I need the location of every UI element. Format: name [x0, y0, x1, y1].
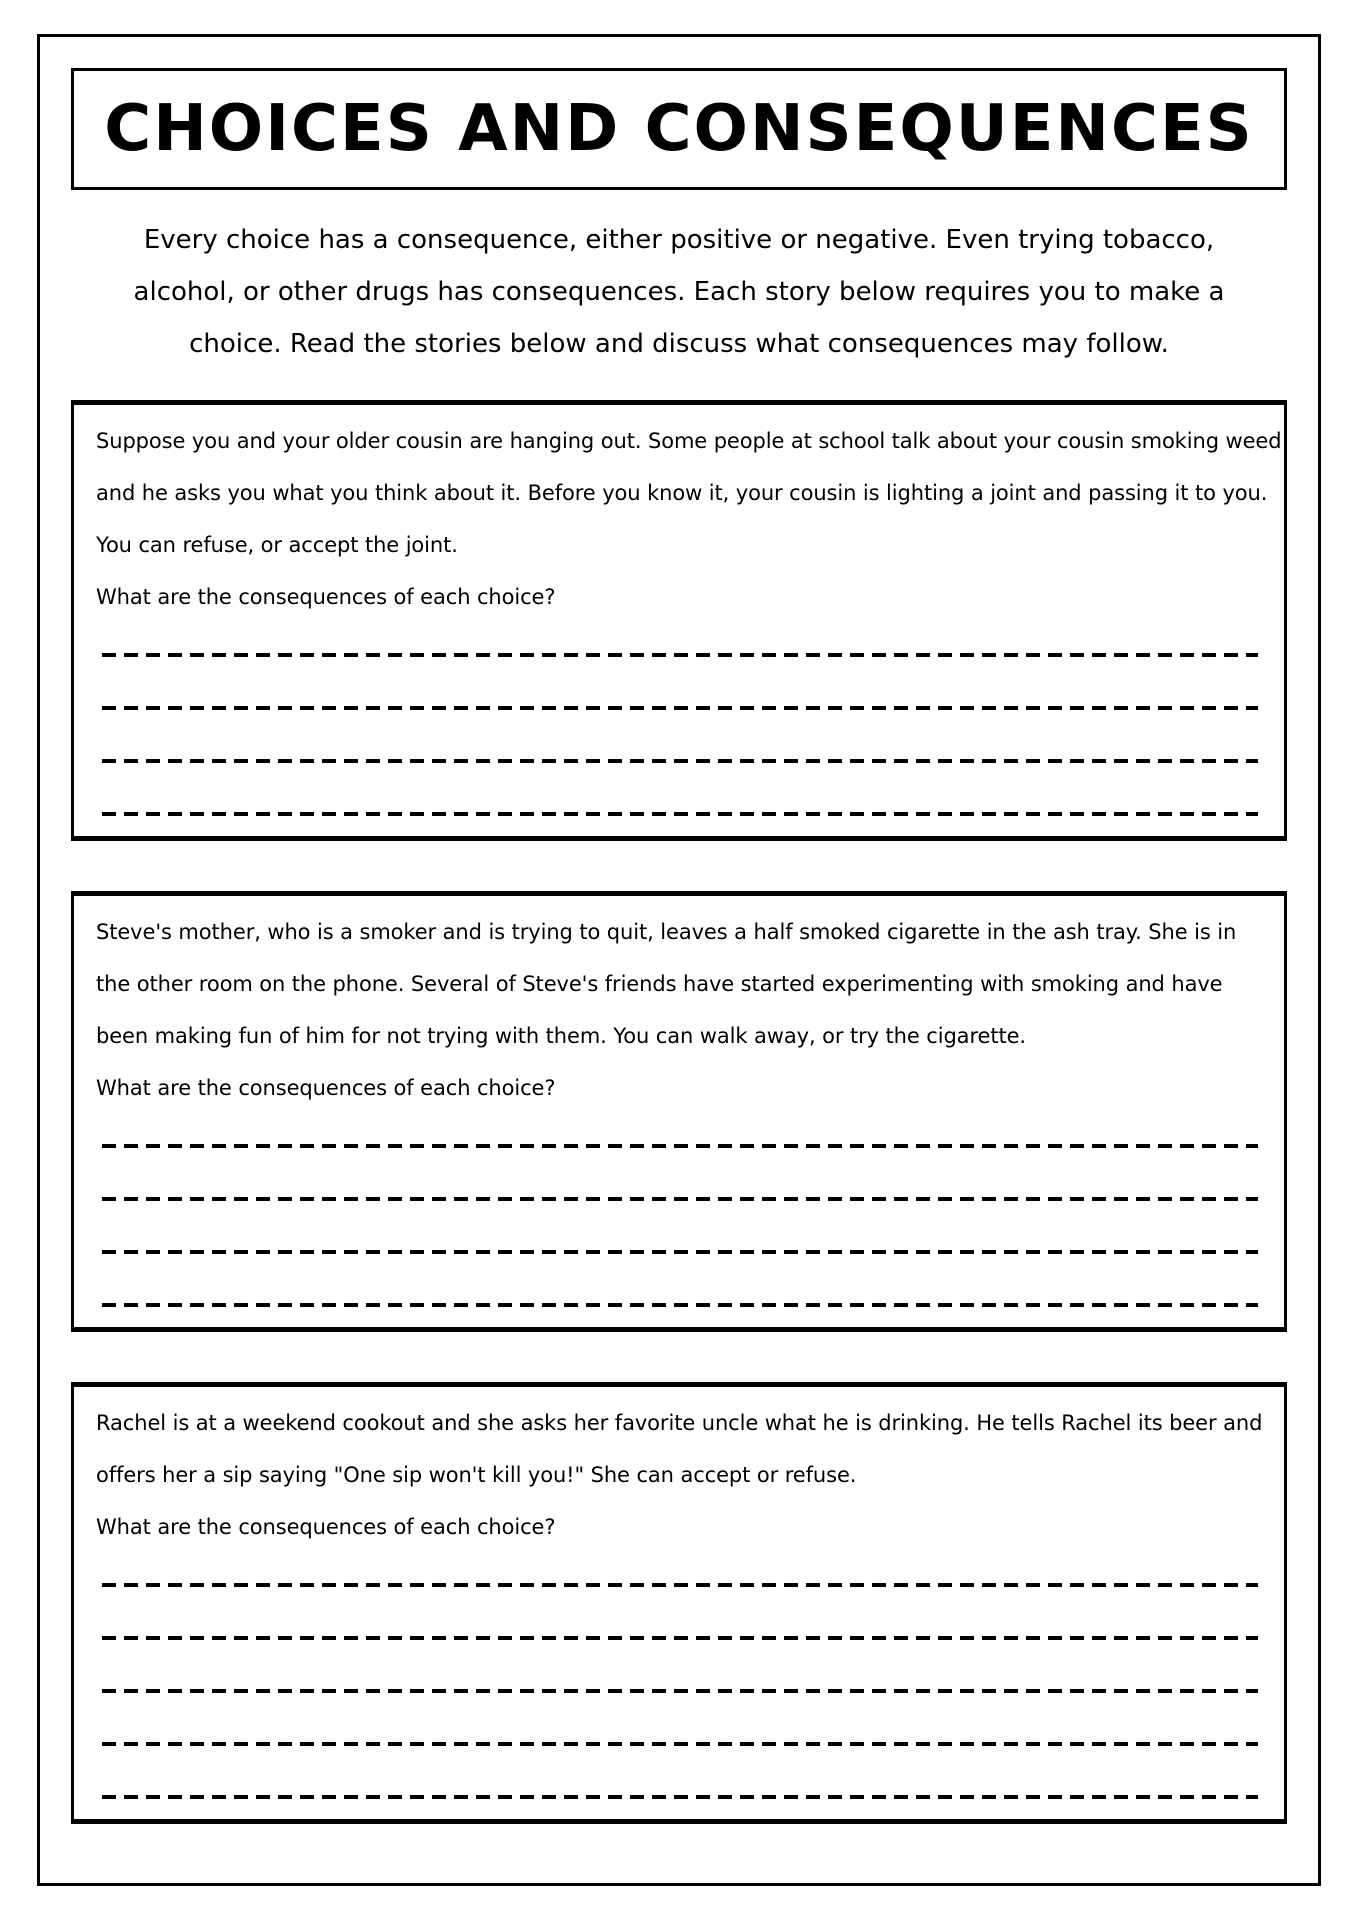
story-text-line: Steve's mother, who is a smoker and is trying to quit, leaves a half smoked cigarette in the ash tray. She is in [96, 920, 1237, 944]
answer-line [102, 1795, 1258, 1799]
story-text-line: offers her a sip saying "One sip won't kill you!" She can accept or refuse. [96, 1463, 857, 1487]
story-text-line: Rachel is at a weekend cookout and she asks her favorite uncle what he is drinking. He tells Rachel its beer and [96, 1411, 1263, 1435]
answer-line [102, 1689, 1258, 1693]
story-card-cigarette [71, 891, 1287, 1332]
answer-line [102, 1197, 1258, 1201]
intro-line: choice. Read the stories below and discuss what consequences may follow. [189, 329, 1169, 359]
story-text-line: and he asks you what you think about it. Before you know it, your cousin is lighting a joint and passing it to you. [96, 481, 1268, 505]
answer-line [102, 1303, 1258, 1307]
answer-line [102, 1742, 1258, 1746]
page-title: CHOICES AND CONSEQUENCES [104, 92, 1254, 166]
story-card-weed [71, 400, 1287, 841]
intro-line: Every choice has a consequence, either positive or negative. Even trying tobacco, [143, 225, 1215, 255]
answer-line [102, 1144, 1258, 1148]
intro-text [40, 214, 1318, 370]
story-text-line: You can refuse, or accept the joint. [96, 533, 458, 557]
title-box [71, 68, 1287, 190]
page-border [37, 34, 1321, 1886]
answer-line [102, 812, 1258, 816]
story-card-beer [71, 1382, 1287, 1824]
story-text-line: Suppose you and your older cousin are hanging out. Some people at school talk about your cousin smoking weed [96, 429, 1282, 453]
story-text-line: the other room on the phone. Several of Steve's friends have started experimenting with smoking and have [96, 972, 1223, 996]
answer-line [102, 1250, 1258, 1254]
story-question: What are the consequences of each choice? [96, 1076, 556, 1100]
answer-line [102, 1636, 1258, 1640]
story-question: What are the consequences of each choice? [96, 585, 556, 609]
answer-line [102, 653, 1258, 657]
answer-line [102, 706, 1258, 710]
story-question: What are the consequences of each choice? [96, 1515, 556, 1539]
story-text-line: been making fun of him for not trying with them. You can walk away, or try the cigarette. [96, 1024, 1027, 1048]
answer-line [102, 1583, 1258, 1587]
intro-line: alcohol, or other drugs has consequences. Each story below requires you to make a [133, 277, 1225, 307]
answer-line [102, 759, 1258, 763]
